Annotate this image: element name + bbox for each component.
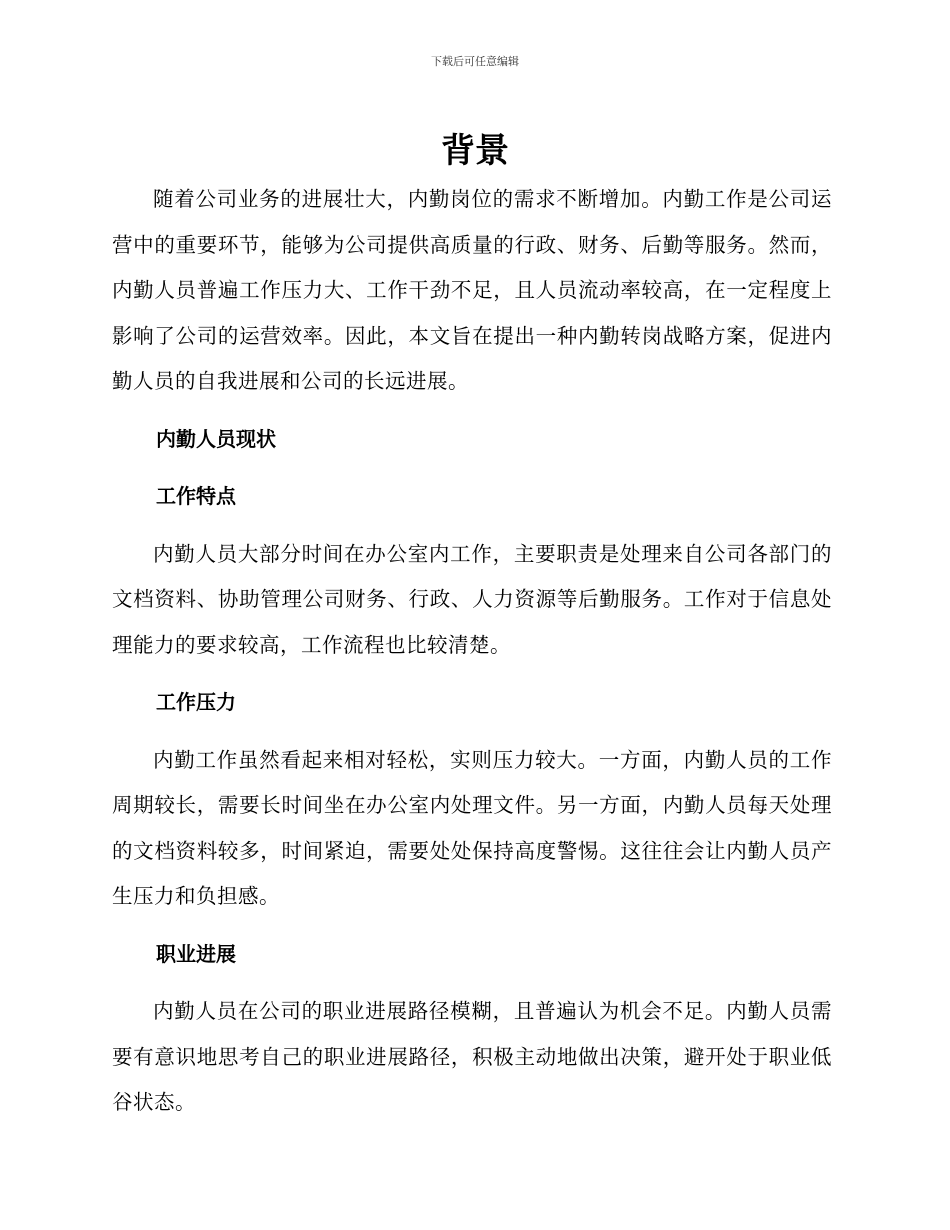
career-paragraph: 内勤人员在公司的职业进展路径模糊，且普遍认为机会不足。内勤人员需要有意识地思考自己的职业进展路径，积极主动地做出决策，避开处于职业低谷状态。 (112, 999, 832, 1114)
document-title: 背景 (441, 131, 509, 171)
page-header-note: 下载后可任意编辑 (431, 55, 519, 68)
pressure-paragraph: 内勤工作虽然看起来相对轻松，实则压力较大。一方面，内勤人员的工作周期较长，需要长时间坐在办公室内处理文件。另一方面，内勤人员每天处理的文档资料较多，时间紧迫，需要处处保持高度警惕。这往往会让内勤人员产生压力和负担感。 (112, 747, 832, 908)
section-heading-features: 工作特点 (156, 484, 236, 508)
section-heading-pressure: 工作压力 (156, 690, 236, 714)
section-heading-career: 职业进展 (156, 941, 236, 966)
features-paragraph: 内勤人员大部分时间在办公室内工作，主要职责是处理来自公司各部门的文档资料、协助管理公司财务、行政、人力资源等后勤服务。工作对于信息处理能力的要求较高，工作流程也比较清楚。 (112, 541, 832, 657)
document-body (112, 177, 832, 1126)
intro-paragraph: 随着公司业务的进展壮大，内勤岗位的需求不断增加。内勤工作是公司运营中的重要环节，能够为公司提供高质量的行政、财务、后勤等服务。然而，内勤人员普遍工作压力大、工作干劲不足，且人员流动率较高，在一定程度上影响了公司的运营效率。因此，本文旨在提出一种内勤转岗战略方案，促进内勤人员的自我进展和公司的长远进展。 (112, 187, 832, 393)
section-heading-status: 内勤人员现状 (156, 426, 276, 451)
